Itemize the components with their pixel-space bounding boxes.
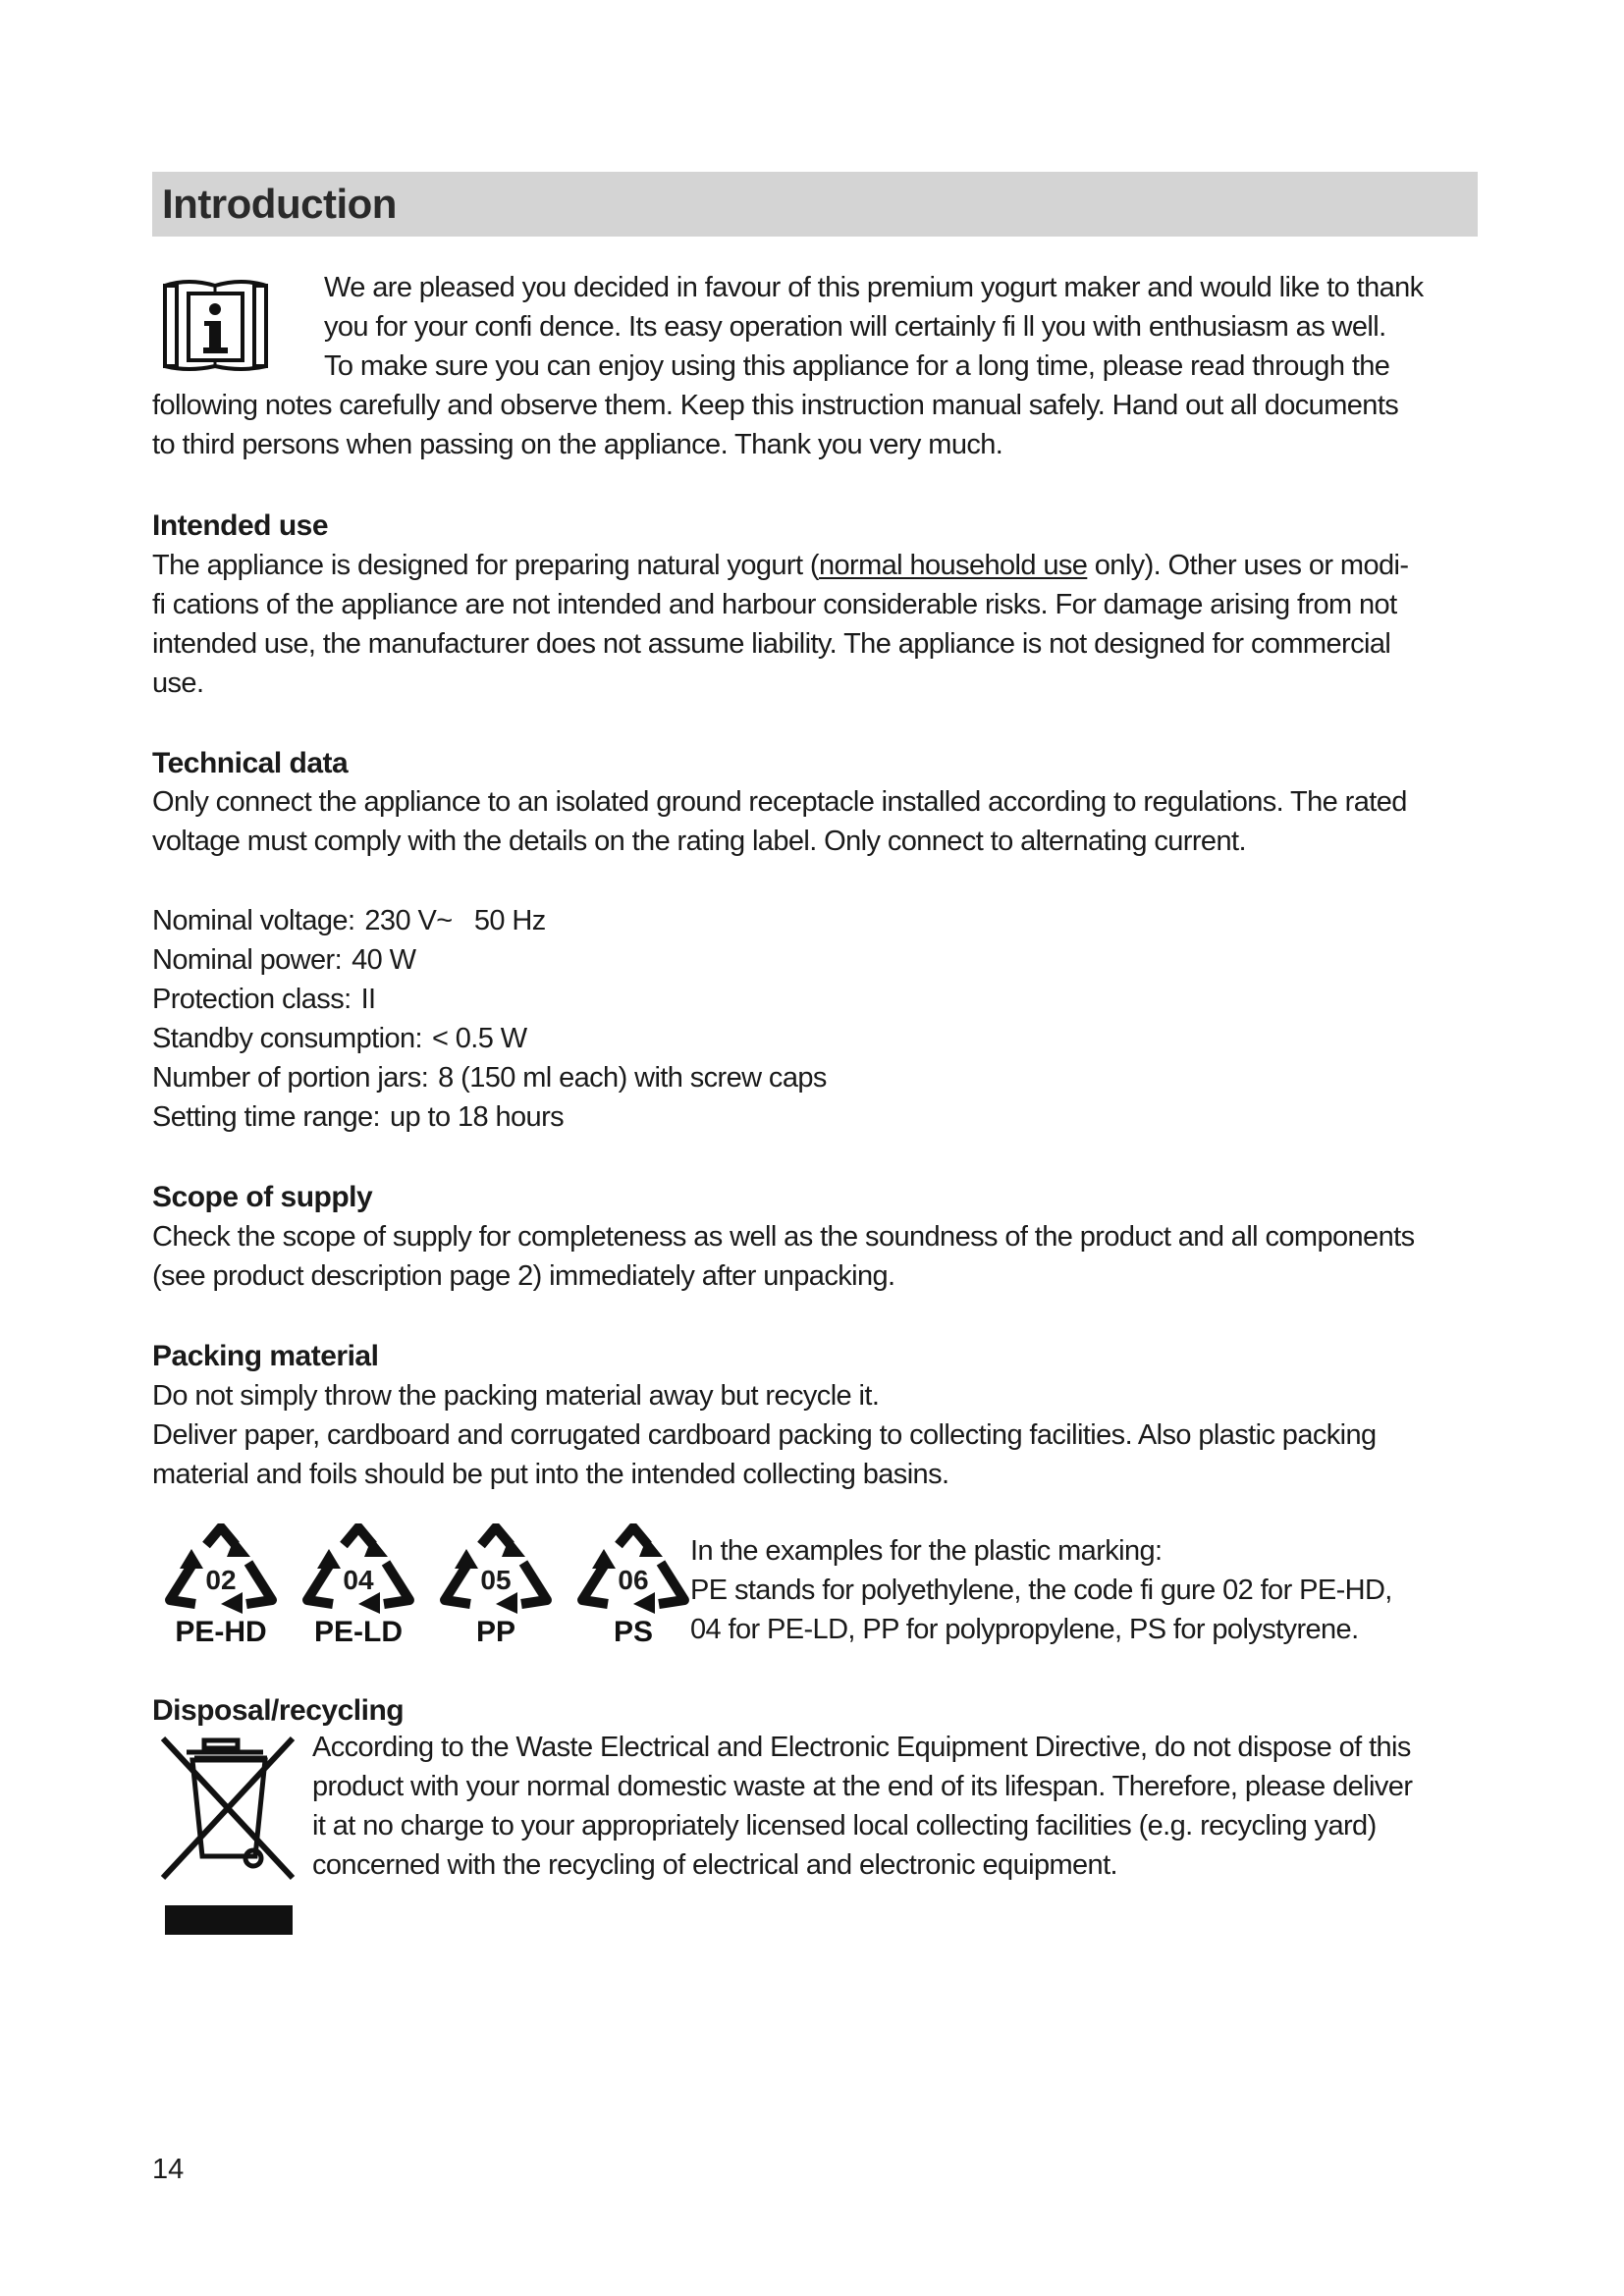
intro-line: you for your confi dence. Its easy operation will certainly fi ll you with enthusiasm as well. <box>324 311 1386 343</box>
scope-of-supply-text <box>152 1217 1488 1296</box>
spec-row <box>152 940 827 980</box>
page-number: 14 <box>152 2154 185 2185</box>
spec-value: 40 W <box>352 944 416 976</box>
intended-use-line: use. <box>152 667 204 699</box>
spec-value: 8 (150 ml each) with screw caps <box>438 1062 827 1094</box>
intro-line: to third persons when passing on the appliance. Thank you very much. <box>152 429 1003 460</box>
household-use-underline: normal household use <box>818 550 1088 581</box>
spec-label: Number of portion jars: <box>152 1062 429 1094</box>
intended-use-heading: Intended use <box>152 509 329 542</box>
recycling-symbol-ps <box>565 1523 702 1661</box>
intro-text-full <box>152 386 1488 464</box>
plastic-marking-text <box>690 1531 1495 1649</box>
technical-data-line: Only connect the appliance to an isolated ground receptacle installed according to regulations. The rated <box>152 786 1407 818</box>
text-span: The appliance is designed for preparing natural yogurt ( <box>152 550 819 581</box>
disposal-line: According to the Waste Electrical and Electronic Equipment Directive, do not dispose of this <box>312 1732 1411 1763</box>
disposal-text <box>312 1728 1490 1885</box>
disposal-heading: Disposal/recycling <box>152 1694 405 1727</box>
spec-value: < 0.5 W <box>431 1023 527 1054</box>
recycling-symbol-pe-ld <box>290 1523 427 1661</box>
packing-material-text <box>152 1376 1488 1494</box>
info-manual-icon <box>159 276 272 379</box>
recycle-label: PP <box>475 1616 516 1648</box>
technical-data-heading: Technical data <box>152 747 349 779</box>
spec-label: Protection class: <box>152 984 352 1015</box>
intended-use-line: fi cations of the appliance are not intended and harbour considerable risks. For damage arising from not <box>152 589 1397 620</box>
scope-of-supply-heading: Scope of supply <box>152 1181 373 1213</box>
recycling-symbol-pp <box>427 1523 565 1661</box>
plastic-marking-line: In the examples for the plastic marking: <box>690 1535 1163 1567</box>
spec-row <box>152 1058 827 1097</box>
packing-line: Deliver paper, cardboard and corrugated cardboard packing to collecting facilities. Also plastic packing <box>152 1419 1377 1451</box>
intro-line: To make sure you can enjoy using this appliance for a long time, please read through the <box>324 350 1390 382</box>
section-title-bar <box>152 172 1478 237</box>
recycle-label: PE-LD <box>314 1616 403 1648</box>
packing-line: Do not simply throw the packing material away but recycle it. <box>152 1380 880 1412</box>
recycle-code: 02 <box>205 1565 237 1595</box>
spec-row <box>152 1019 827 1058</box>
intended-use-line <box>152 546 1488 585</box>
spec-label: Nominal power: <box>152 944 343 976</box>
disposal-line: concerned with the recycling of electrical and electronic equipment. <box>312 1849 1117 1881</box>
spec-value: II <box>360 984 376 1015</box>
spec-row <box>152 980 827 1019</box>
scope-line: (see product description page 2) immediately after unpacking. <box>152 1260 895 1292</box>
intended-use-text <box>152 546 1488 703</box>
intro-line: following notes carefully and observe them. Keep this instruction manual safely. Hand out all documents <box>152 390 1399 421</box>
recycle-code: 04 <box>343 1565 374 1595</box>
technical-data-text <box>152 782 1488 861</box>
intended-use-line: intended use, the manufacturer does not assume liability. The appliance is not designed for commercial <box>152 628 1391 660</box>
recycle-code: 06 <box>618 1565 649 1595</box>
recycle-label: PS <box>613 1616 654 1648</box>
disposal-line: it at no charge to your appropriately licensed local collecting facilities (e.g. recycling yard) <box>312 1810 1377 1842</box>
intro-text-right <box>324 268 1492 386</box>
spec-row <box>152 1097 827 1137</box>
recycle-label: PE-HD <box>175 1616 267 1648</box>
plastic-marking-line: 04 for PE-LD, PP for polypropylene, PS for polystyrene. <box>690 1614 1359 1645</box>
text-span: only). Other uses or modi- <box>1087 550 1409 581</box>
disposal-line: product with your normal domestic waste at the end of its lifespan. Therefore, please deliver <box>312 1771 1413 1802</box>
page-title: Introduction <box>162 181 397 227</box>
spec-label: Nominal voltage: <box>152 905 355 936</box>
intro-line: We are pleased you decided in favour of this premium yogurt maker and would like to thank <box>324 272 1424 303</box>
packing-line: material and foils should be put into the intended collecting basins. <box>152 1459 949 1490</box>
scope-line: Check the scope of supply for completeness as well as the soundness of the product and all components <box>152 1221 1415 1253</box>
spec-value: 230 V~ 50 Hz <box>364 905 546 936</box>
spec-label: Setting time range: <box>152 1101 381 1133</box>
specs-list <box>152 901 827 1137</box>
recycling-symbol-pe-hd <box>152 1523 290 1661</box>
recycle-code: 05 <box>480 1565 512 1595</box>
plastic-marking-line: PE stands for polyethylene, the code fi gure 02 for PE-HD, <box>690 1575 1392 1606</box>
spec-value: up to 18 hours <box>390 1101 565 1133</box>
crossed-out-wheelie-bin-icon <box>157 1731 299 1937</box>
spec-row <box>152 901 827 940</box>
spec-label: Standby consumption: <box>152 1023 422 1054</box>
packing-material-heading: Packing material <box>152 1340 379 1372</box>
technical-data-line: voltage must comply with the details on the rating label. Only connect to alternating current. <box>152 826 1246 857</box>
